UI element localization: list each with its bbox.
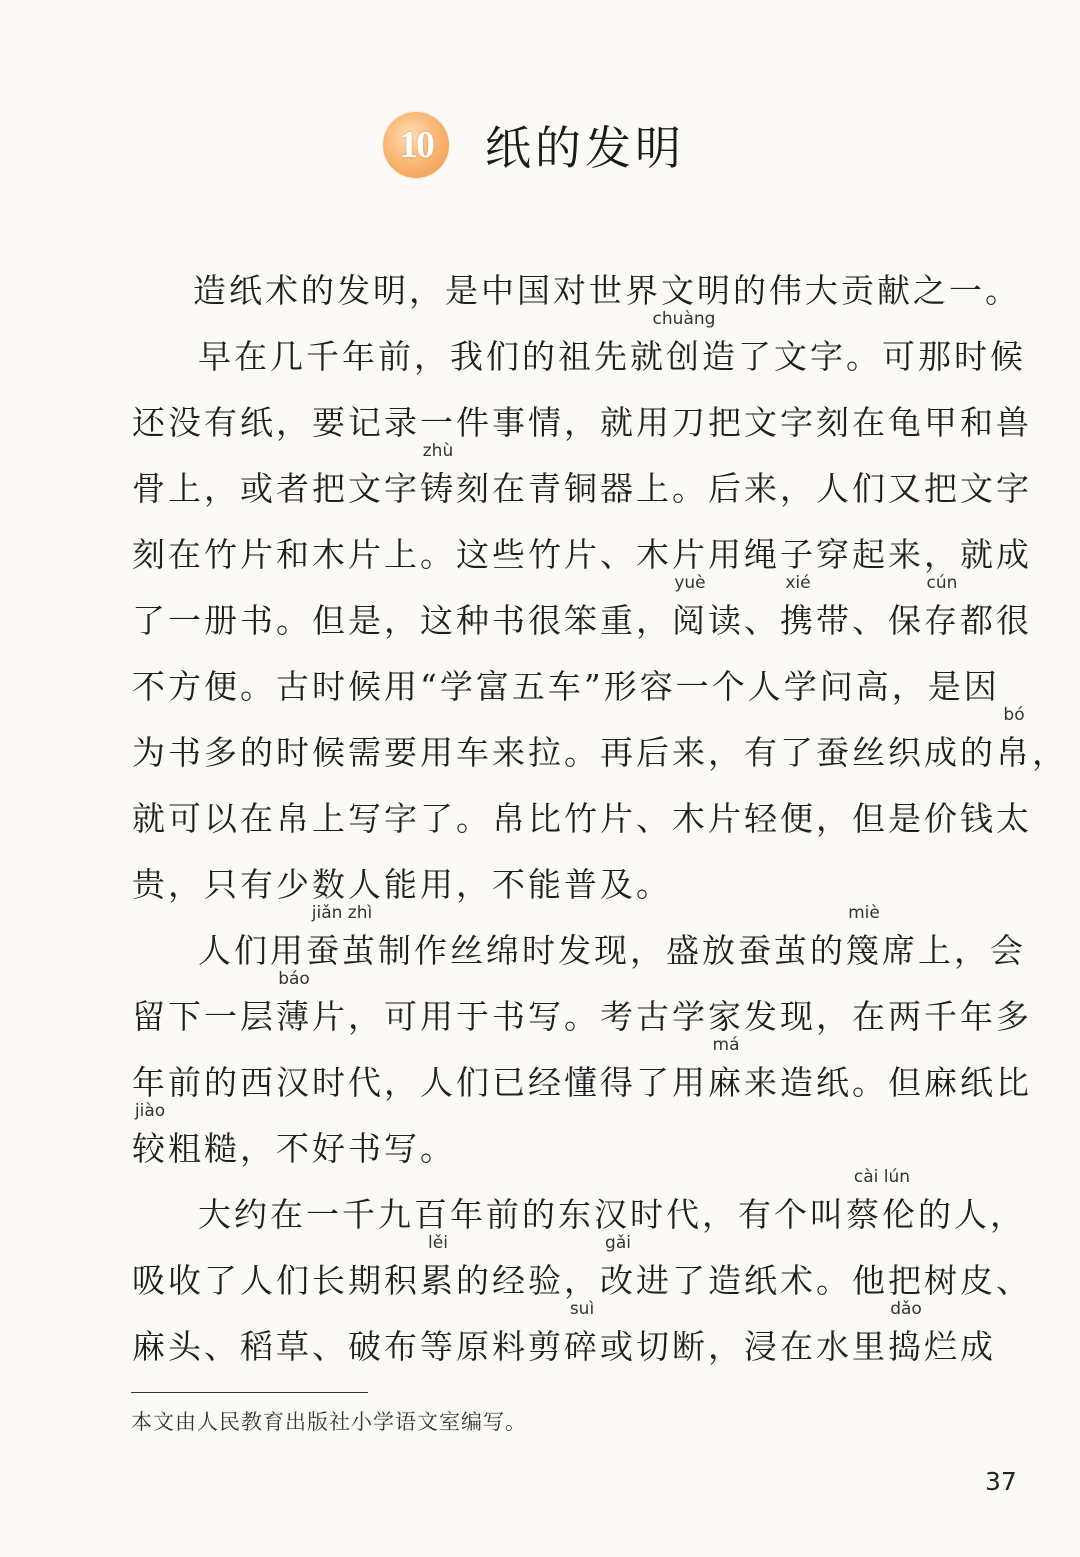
- pinyin-annotated-char: gǎi 改: [600, 1233, 636, 1300]
- pinyin-annotated-char: bó 帛: [996, 705, 1032, 772]
- text-line: 大约在一千九百年前的东汉时代，有个叫 cài lún 蔡伦的人，: [198, 1167, 1026, 1234]
- pinyin: miè: [848, 903, 880, 923]
- pinyin-annotated-char: suì 碎: [564, 1299, 600, 1366]
- text-line: 吸收了人们长期积 lěi 累的经验， gǎi 改进了造纸术。他把树皮、: [132, 1233, 1032, 1300]
- page-number: 37: [985, 1467, 1017, 1496]
- text-line: jiào 较粗糙，不好书写。: [132, 1101, 456, 1168]
- pinyin: jiào: [134, 1101, 166, 1121]
- pinyin: yuè: [674, 573, 706, 593]
- pinyin-annotated-char: báo 薄: [276, 969, 312, 1036]
- text-line: 为书多的时候需要用车来拉。再后来，有了蚕丝织成的 bó 帛，: [132, 705, 1068, 772]
- pinyin-annotated-char: chuàng 创: [652, 309, 716, 376]
- pinyin-annotated-char: má 麻: [708, 1035, 744, 1102]
- footnote: 本文由人民教育出版社小学语文室编写。: [131, 1410, 527, 1434]
- pinyin: suì: [569, 1299, 595, 1319]
- pinyin-annotated-word: jiǎn zhì 蚕茧: [306, 903, 378, 970]
- text-line: 还没有纸，要记录一件事情，就用刀把文字刻在龟甲和兽: [132, 403, 1032, 442]
- pinyin-annotated-char: xié 携: [780, 573, 816, 640]
- text-line: 贵，只有少数人能用，不能普及。: [132, 865, 672, 904]
- pinyin-annotated-char: miè 篾: [846, 903, 882, 970]
- pinyin: chuàng: [652, 309, 716, 329]
- lesson-header: [383, 112, 685, 178]
- pinyin: lěi: [428, 1233, 448, 1253]
- pinyin-annotated-char: dǎo 捣: [888, 1299, 924, 1366]
- footnote-divider: [131, 1392, 368, 1393]
- text-line: 不方便。古时候用“学富五车”形容一个人学问高，是因: [132, 667, 1000, 706]
- pinyin: cún: [926, 573, 958, 593]
- pinyin-annotated-char: cún 存: [924, 573, 960, 640]
- pinyin-annotated-word: cài lún 蔡伦: [846, 1167, 918, 1234]
- pinyin: báo: [278, 969, 310, 989]
- lesson-number-badge: [383, 112, 449, 178]
- pinyin: má: [712, 1035, 740, 1055]
- text-line: 人们用 jiǎn zhì 蚕茧制作丝绵时发现，盛放蚕茧的 miè 篾席上，会: [198, 903, 1026, 970]
- pinyin: gǎi: [605, 1233, 631, 1253]
- pinyin: xié: [785, 573, 811, 593]
- text-line: 造纸术的发明，是中国对世界文明的伟大贡献之一。: [193, 271, 1021, 310]
- text-line: 骨上，或者把文字 zhù 铸刻在青铜器上。后来，人们又把文字: [132, 441, 1032, 508]
- text-line: 早在几千年前，我们的祖先就 chuàng 创造了文字。可那时候: [198, 309, 1026, 376]
- pinyin: zhù: [422, 441, 454, 461]
- text-line: 年前的西汉时代，人们已经懂得了用 má 麻来造纸。但麻纸比: [132, 1035, 1032, 1102]
- lesson-number: 10: [399, 124, 433, 166]
- pinyin: dǎo: [890, 1299, 922, 1319]
- pinyin-annotated-char: jiào 较: [132, 1101, 168, 1168]
- pinyin-annotated-char: yuè 阅: [672, 573, 708, 640]
- pinyin-annotated-char: lěi 累: [420, 1233, 456, 1300]
- text-line: 留下一层 báo 薄片，可用于书写。考古学家发现，在两千年多: [132, 969, 1032, 1036]
- lesson-title: 纸的发明: [485, 121, 685, 175]
- pinyin-annotated-char: zhù 铸: [420, 441, 456, 508]
- text-line: 就可以在帛上写字了。帛比竹片、木片轻便，但是价钱太: [132, 799, 1032, 838]
- pinyin: bó: [1003, 705, 1025, 725]
- text-line: 刻在竹片和木片上。这些竹片、木片用绳子穿起来，就成: [132, 535, 1032, 574]
- pinyin: jiǎn zhì: [311, 903, 373, 923]
- text-line: 了一册书。但是，这种书很笨重， yuè 阅读、 xié 携带、保 cún 存都很: [132, 573, 1032, 640]
- pinyin: cài lún: [853, 1167, 911, 1187]
- text-line: 麻头、稻草、破布等原料剪 suì 碎或切断，浸在水里 dǎo 捣烂成: [132, 1299, 996, 1366]
